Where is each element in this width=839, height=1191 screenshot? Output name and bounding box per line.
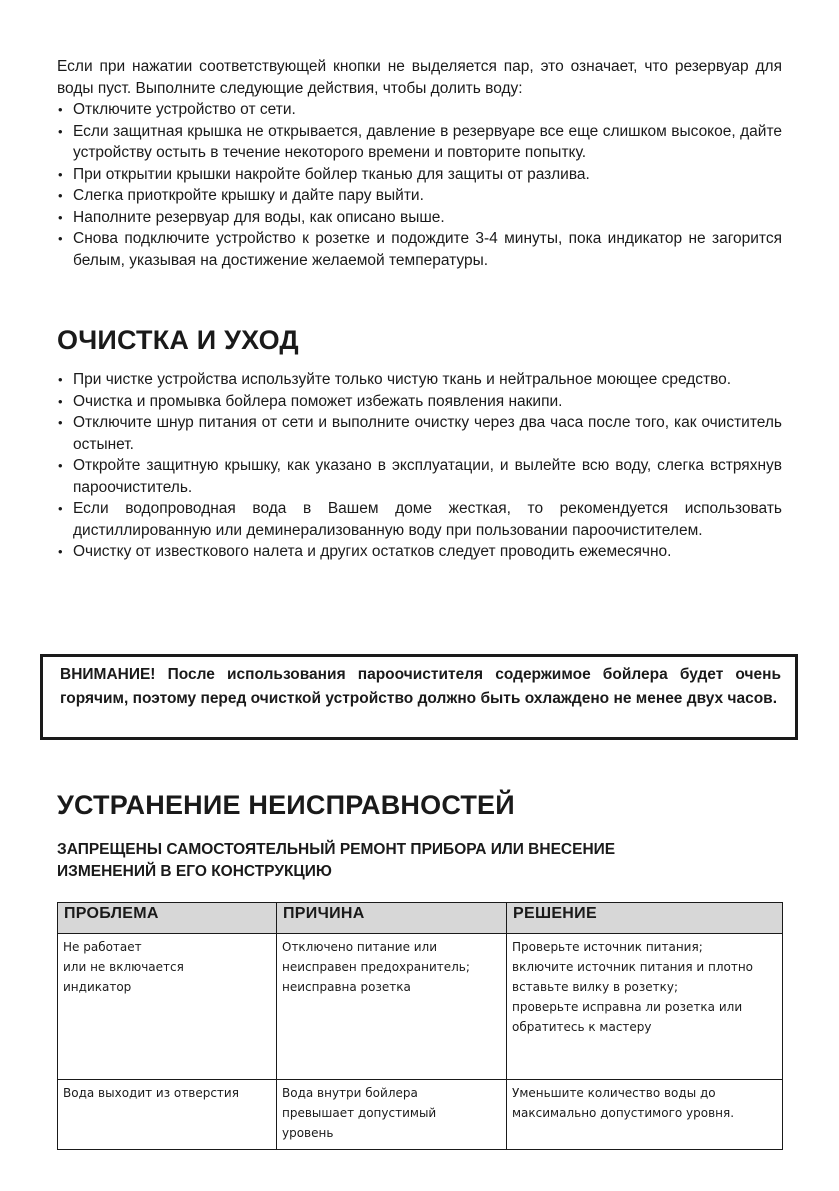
solution-cell: Уменьшите количество воды до максимально допустимого уровня.	[507, 1080, 783, 1150]
cleaning-list	[57, 369, 782, 563]
list-item: • Отключите устройство от сети.	[57, 99, 782, 121]
troubleshooting-section	[57, 789, 782, 883]
list-item: • Очистка и промывка бойлера поможет избежать появления накипи.	[57, 391, 782, 413]
warning-box	[40, 654, 798, 740]
column-header-problem: ПРОБЛЕМА	[58, 903, 277, 934]
troubleshooting-subtitle	[57, 839, 782, 883]
list-item: • Откройте защитную крышку, как указано в эксплуатации, и вылейте всю воду, слегка встряхнув пароочиститель.	[57, 455, 782, 498]
list-item: • Очистку от известкового налета и других остатков следует проводить ежемесячно.	[57, 541, 782, 563]
solution-cell: Проверьте источник питания; включите источник питания и плотно вставьте вилку в розетку; проверьте исправна ли розетка или обратитесь к мастеру	[507, 934, 783, 1080]
table-row	[58, 1080, 783, 1150]
cause-cell: Вода внутри бойлера превышает допустимый уровень	[277, 1080, 507, 1150]
list-item: • Если защитная крышка не открывается, давление в резервуаре все еще слишком высокое, дайте устройству остыть в течение некоторого времени и повторите попытку.	[57, 121, 782, 164]
table-row	[58, 934, 783, 1080]
list-item: • Наполните резервуар для воды, как описано выше.	[57, 207, 782, 229]
list-item: • Отключите шнур питания от сети и выполните очистку через два часа после того, как очиститель остынет.	[57, 412, 782, 455]
list-item: • Снова подключите устройство к розетке и подождите 3-4 минуты, пока индикатор не загорится белым, указывая на достижение желаемой температуры.	[57, 228, 782, 271]
column-header-cause: ПРИЧИНА	[277, 903, 507, 934]
cause-cell: Отключено питание или неисправен предохранитель; неисправна розетка	[277, 934, 507, 1080]
table-header-row	[58, 903, 783, 934]
troubleshooting-heading: УСТРАНЕНИЕ НЕИСПРАВНОСТЕЙ	[57, 790, 515, 820]
cleaning-heading: ОЧИСТКА И УХОД	[57, 325, 299, 355]
list-item: • Слегка приоткройте крышку и дайте пару выйти.	[57, 185, 782, 207]
troubleshooting-table	[57, 902, 783, 1150]
problem-cell: Вода выходит из отверстия	[58, 1080, 277, 1150]
list-item: • При открытии крышки накройте бойлер тканью для защиты от разлива.	[57, 164, 782, 186]
subtitle-line: ЗАПРЕЩЕНЫ САМОСТОЯТЕЛЬНЫЙ РЕМОНТ ПРИБОРА ИЛИ ВНЕСЕНИЕ	[57, 841, 616, 858]
warning-text: ВНИМАНИЕ! После использования пароочистителя содержимое бойлера будет очень горячим, поэтому перед очисткой устройство должно быть охлаждено не менее двух часов.	[60, 666, 781, 707]
page-content	[57, 56, 782, 563]
intro-paragraph: Если при нажатии соответствующей кнопки не выделяется пар, это означает, что резервуар для воды пуст. Выполните следующие действия, чтобы долить воду:	[57, 58, 782, 97]
column-header-solution: РЕШЕНИЕ	[507, 903, 783, 934]
refill-steps-list	[57, 99, 782, 271]
list-item: • Если водопроводная вода в Вашем доме жесткая, то рекомендуется использовать дистиллированную или деминерализованную воду при пользовании пароочистителем.	[57, 498, 782, 541]
list-item: • При чистке устройства используйте только чистую ткань и нейтральное моющее средство.	[57, 369, 782, 391]
problem-cell: Не работает или не включается индикатор	[58, 934, 277, 1080]
subtitle-line: ИЗМЕНЕНИЙ В ЕГО КОНСТРУКЦИЮ	[57, 863, 332, 880]
